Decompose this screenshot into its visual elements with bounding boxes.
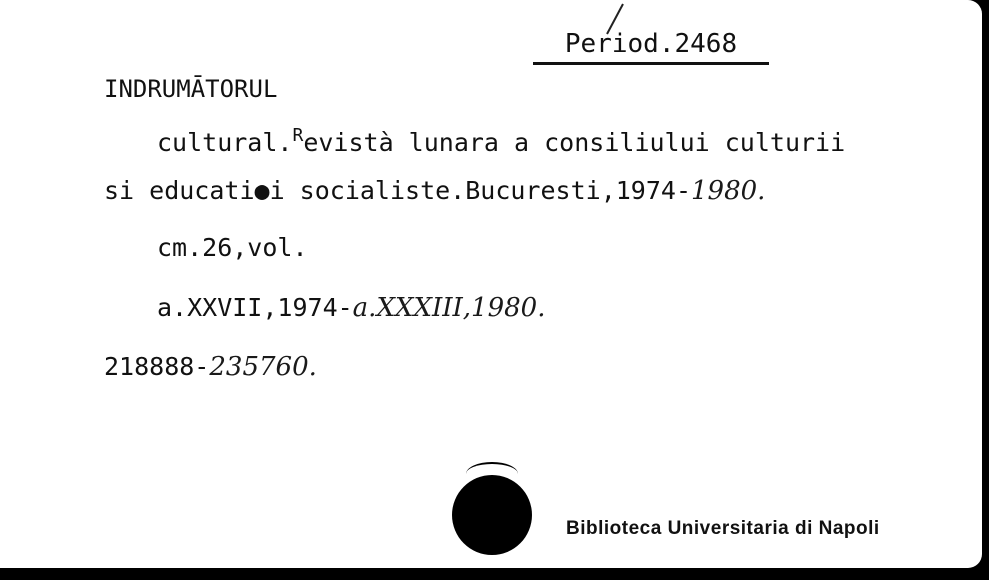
shelfmark-underline — [533, 62, 769, 65]
library-stamp: Biblioteca Universitaria di Napoli — [566, 518, 880, 539]
inventory-line-typed: 218888- — [104, 352, 210, 381]
description-line-1-rest: evistà lunara a consiliului culturii — [303, 128, 846, 157]
volume-line-handwritten: a.XXXIII,1980. — [352, 293, 546, 323]
inventory-line-handwritten: 235760. — [209, 352, 317, 382]
description-line-1-prefix: cultural. — [157, 128, 293, 157]
shelfmark: Period.2468 — [564, 29, 738, 59]
description-line-2-handwritten: 1980. — [691, 176, 766, 206]
description-line-2-typed: si educati●i socialiste.Bucuresti,1974- — [104, 176, 691, 205]
volume-line — [157, 293, 545, 323]
description-line-2 — [104, 176, 765, 206]
punch-hole — [452, 475, 532, 555]
card-title: INDRUMĀTORUL — [104, 75, 278, 103]
volume-line-typed: a.XXVII,1974- — [157, 293, 353, 322]
format-line: cm.26,vol. — [157, 233, 308, 262]
description-line-1 — [157, 125, 846, 161]
inventory-line — [104, 352, 317, 382]
description-line-1-superscript: R — [292, 125, 304, 146]
